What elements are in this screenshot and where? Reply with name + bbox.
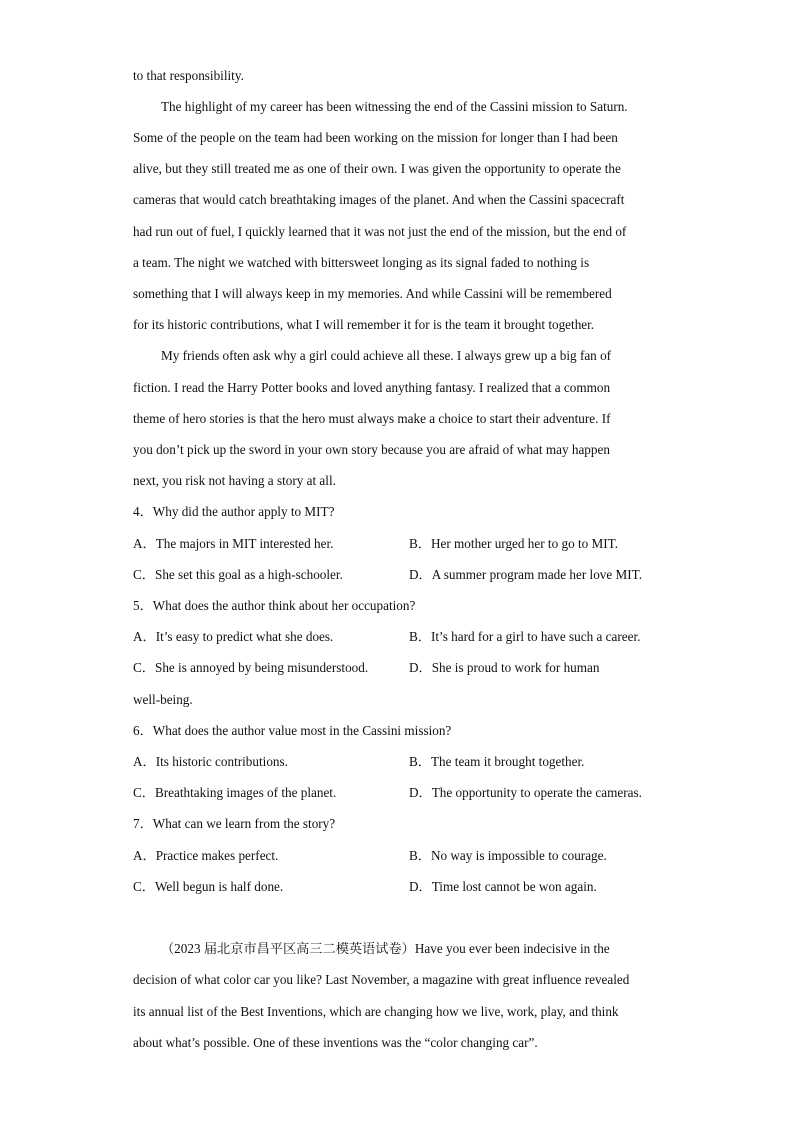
option-a: A．Its historic contributions.	[133, 754, 288, 769]
question-stem: 5．What does the author think about her occupation?	[133, 598, 416, 613]
option-c: C．Breathtaking images of the planet.	[133, 785, 337, 800]
passage-1-line: cameras that would catch breathtaking images of the planet. And when the Cassini spacecraft	[133, 192, 625, 207]
passage-1-line: for its historic contributions, what I will remember it for is the team it brought together.	[133, 317, 595, 332]
question-stem: 4．Why did the author apply to MIT?	[133, 504, 335, 519]
option-c: C．Well begun is half done.	[133, 879, 284, 894]
option-a: A．Practice makes perfect.	[133, 848, 279, 863]
passage-1-line: The highlight of my career has been witnessing the end of the Cassini mission to Saturn.	[161, 99, 628, 114]
option-a: A．It’s easy to predict what she does.	[133, 629, 334, 644]
passage-2-line: （2023 届北京市昌平区高三二模英语试卷）Have you ever been indecisive in the	[161, 941, 610, 956]
option-d: D．A summer program made her love MIT.	[409, 567, 643, 582]
option-d-continuation: well-being.	[133, 692, 193, 707]
option-b: B．Her mother urged her to go to MIT.	[409, 536, 619, 551]
passage-1-line: theme of hero stories is that the hero must always make a choice to start their adventure. If	[133, 411, 611, 426]
passage-1-line: alive, but they still treated me as one of their own. I was given the opportunity to operate the	[133, 161, 621, 176]
option-d: D．She is proud to work for human	[409, 660, 600, 675]
option-b: B．It’s hard for a girl to have such a career.	[409, 629, 641, 644]
passage-1-line: you don’t pick up the sword in your own story because you are afraid of what may happen	[133, 442, 610, 457]
passage-1-line: a team. The night we watched with bittersweet longing as its signal faded to nothing is	[133, 255, 590, 270]
option-b: B．The team it brought together.	[409, 754, 585, 769]
option-c: C．She is annoyed by being misunderstood.	[133, 660, 369, 675]
passage-2-line: decision of what color car you like? Last November, a magazine with great influence revealed	[133, 972, 630, 987]
passage-1-line: to that responsibility.	[133, 68, 244, 83]
passage-1-line: Some of the people on the team had been working on the mission for longer than I had been	[133, 130, 618, 145]
option-b: B．No way is impossible to courage.	[409, 848, 607, 863]
option-c: C．She set this goal as a high-schooler.	[133, 567, 343, 582]
passage-2-line: about what’s possible. One of these inventions was the “color changing car”.	[133, 1035, 538, 1050]
question-stem: 6．What does the author value most in the Cassini mission?	[133, 723, 452, 738]
question-stem: 7．What can we learn from the story?	[133, 816, 336, 831]
option-a: A．The majors in MIT interested her.	[133, 536, 334, 551]
passage-1-line: fiction. I read the Harry Potter books and loved anything fantasy. I realized that a common	[133, 380, 611, 395]
option-d: D．Time lost cannot be won again.	[409, 879, 597, 894]
passage-1-line: next, you risk not having a story at all.	[133, 473, 336, 488]
option-d: D．The opportunity to operate the cameras.	[409, 785, 642, 800]
passage-2-line: its annual list of the Best Inventions, which are changing how we live, work, play, and think	[133, 1004, 619, 1019]
passage-1-line: something that I will always keep in my memories. And while Cassini will be remembered	[133, 286, 612, 301]
passage-1-line: My friends often ask why a girl could achieve all these. I always grew up a big fan of	[161, 348, 612, 363]
passage-1-line: had run out of fuel, I quickly learned that it was not just the end of the mission, but the end of	[133, 224, 627, 239]
